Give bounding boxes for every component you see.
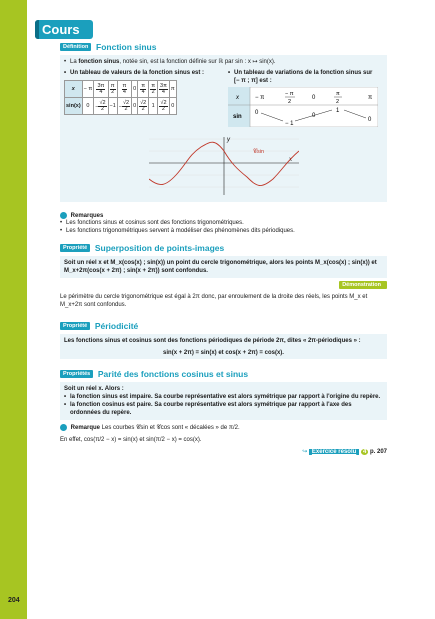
table-cell: 0 [82,98,94,115]
prop2 [60,321,387,359]
table-cell: 0 [132,98,138,115]
prop3-header [60,369,387,379]
curve-label: 𝒞sin [253,149,265,155]
tables-row [64,69,383,129]
definition-title: Fonction sinus [96,42,157,52]
prop3-title: Parité des fonctions cosinus et sinus [97,369,249,380]
table-cell: $\frac{3\pi}{4}$ [94,81,108,98]
var-v-min: − 1 [285,121,294,127]
prop2-header [60,321,387,331]
values-col [64,69,224,129]
prop3-item: • la fonction sinus est impaire. Sa courbe représentative est alors symétrique par rapport à l'origine du repère. [64,393,383,401]
var-neg-pi2-den: 2 [288,99,292,105]
variations-col [228,69,378,129]
prop1-tag: Propriété [60,244,90,252]
table-cell: $\frac{\pi}{2}$ [108,81,117,98]
sidebar-band [0,0,27,619]
prop1-title: Superposition de points-images [94,243,225,254]
var-a: − π [255,95,265,101]
exercise-page: p. 207 [369,449,387,456]
table-cell: 1 [149,98,158,115]
prop1-text: Soit un réel x et M_x(cos(x) ; sin(x)) un point du cercle trigonométrique, alors les points M_x(cos(x) ; sin(x)) et M_x+2π(cos(x + 2π) ; sin(x + 2π)) sont confondus. [60,256,387,278]
var-pi2-den: 2 [336,99,340,105]
axis-x-label: x [289,157,292,163]
demo-tag: Démonstration [339,281,387,289]
prop3 [60,369,387,455]
cours-tab: Cours [35,20,93,39]
var-neg-pi2-num: − π [285,91,294,97]
prop2-tag: Propriété [60,322,90,330]
exercise-link-label[interactable]: Exercice résolu [309,449,359,455]
table-sin-label: sin(x) [65,98,83,115]
prop1-header [60,243,387,253]
remarque-item: • Les fonctions trigonométriques servent à modéliser des phénomènes dits périodiques. [60,227,387,235]
table-cell: π [169,81,176,98]
definition-header [60,42,387,52]
prop2-title: Périodicité [94,321,139,332]
arrow-right-icon: ↪ [302,449,308,456]
prop1 [60,243,387,309]
var-pi2-num: π [336,91,340,97]
prop3-item: • la fonction cosinus est paire. Sa courbe représentative est alors symétrique par rapport à l'axe des ordonnées du repère. [64,401,383,417]
values-heading: • Un tableau de valeurs de la fonction sinus est : [64,69,224,77]
variations-table [228,87,378,127]
prop3-box [60,382,387,420]
demo-text: Le périmètre du cercle trigonométrique est égal à 2π donc, par enroulement de la droite des réels, les points M_x et M_x+2π sont confondus. [60,294,368,309]
variations-heading: • Un tableau de variations de la fonction sinus sur [− π ; π] est : [228,69,378,85]
table-cell: −1 [108,98,117,115]
remarques-title: Remarques [70,213,104,220]
var-x: x [236,95,239,101]
table-x-label: x [65,81,83,98]
page-number: 204 [8,597,20,604]
table-cell: − $\frac{√2}{2}$ [94,98,108,115]
prop3-remark [60,424,387,433]
remarques-header [60,212,387,219]
var-v-mid: 0 [312,113,316,119]
def-pre: La [70,59,79,65]
var-sin: sin [233,114,242,120]
table-cell: $\frac{√2}{2}$ [138,98,149,115]
main-content [60,42,387,455]
prop3-effect: En effet, cos(π/2 − x) = sin(x) et sin(π/2 − x) = cos(x). [60,437,202,444]
definition-tag: Définition [60,43,91,51]
prop3-tag: Propriétés [60,370,93,378]
def-bold: fonction sinus [78,59,120,65]
def-post: , notée sin, est la fonction définie sur ℝ par sin : x ↦ sin(x). [119,59,276,65]
prop2-formula: sin(x + 2π) = sin(x) et cos(x + 2π) = cos(x). [163,350,284,357]
prop3-remark-text: Les courbes 𝒞sin et 𝒞cos sont « décalées » de π/2. [101,425,240,432]
table-cell: $\frac{3\pi}{4}$ [158,81,170,98]
remarque-item: • Les fonctions sinus et cosinus sont des fonctions trigonométriques. [60,219,387,227]
table-cell: $\frac{\pi}{4}$ [117,81,131,98]
prop2-text: Les fonctions sinus et cosinus sont des fonctions périodiques de période 2π, dites « 2π-périodiques » : [64,338,361,345]
sine-graph [149,135,299,197]
exercise-link[interactable] [60,448,387,455]
values-table [64,80,177,115]
table-cell: $\frac{√2}{2}$ [158,98,170,115]
var-v-max: 1 [336,108,340,114]
prop2-box [60,334,387,359]
remarques [60,212,387,235]
var-c: π [368,95,373,101]
definition-text [64,58,383,66]
table-cell: $\frac{\pi}{2}$ [149,81,158,98]
arrow-circle-icon [60,212,67,219]
prop3-remark-label: Remarque [70,425,101,432]
table-cell: $\frac{\pi}{4}$ [138,81,149,98]
var-b: 0 [312,95,316,101]
table-cell: 0 [169,98,176,115]
prop3-intro: Soit un réel x. Alors : [64,386,124,393]
axis-y-label: y [227,137,230,143]
var-v-end: 0 [368,117,372,123]
definition-box [60,55,387,202]
graph-wrap [64,135,383,199]
arrow-circle-icon [60,424,67,431]
var-v-a: 0 [255,110,259,116]
demo-row [60,281,387,291]
table-cell: − $\frac{√2}{2}$ [117,98,131,115]
table-cell: − π [82,81,94,98]
table-cell: 0 [132,81,138,98]
exercise-number-badge: 4 [362,449,367,456]
